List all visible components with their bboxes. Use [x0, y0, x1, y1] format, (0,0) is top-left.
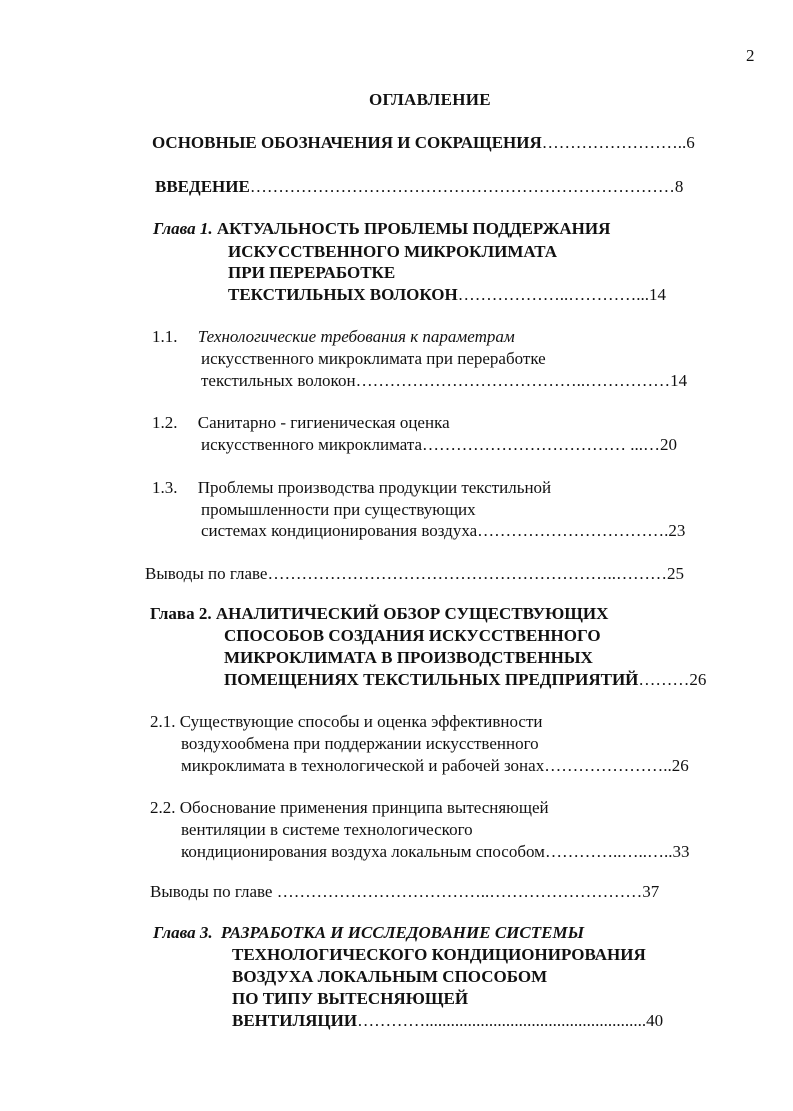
chapter-prefix: Глава 1.: [153, 219, 213, 238]
section-title-line: микроклимата в технологической и рабочей зонах: [181, 756, 545, 775]
section-number: 1.2.: [152, 413, 178, 432]
section-title-line: кондиционирования воздуха локальным способом: [181, 842, 545, 861]
toc-entry-introduction[interactable]: [155, 176, 683, 197]
chapter-title-line: СПОСОБОВ СОЗДАНИЯ ИСКУССТВЕННОГО: [224, 626, 601, 645]
chapter-title-line: ВОЗДУХА ЛОКАЛЬНЫМ СПОСОБОМ: [232, 967, 548, 986]
chapter-prefix: Глава 3.: [153, 923, 213, 942]
page-ref: 40: [646, 1011, 664, 1030]
page-ref: 14: [670, 371, 688, 390]
toc-entry-conclusions-1[interactable]: [145, 563, 684, 584]
entry-title: Выводы по главе: [150, 882, 277, 901]
dot-leader: …………………………………………………………………: [249, 177, 675, 196]
chapter-title-line: ПРИ ПЕРЕРАБОТКЕ: [228, 263, 396, 282]
page-ref: 37: [642, 882, 660, 901]
chapter-prefix: Глава 2.: [150, 604, 212, 623]
chapter-title-line: ПО ТИПУ ВЫТЕСНЯЮЩЕЙ: [232, 989, 469, 1008]
dot-leader: ………………..…………...: [457, 285, 649, 304]
dot-leader: ………: [638, 670, 690, 689]
chapter-title-line: ВЕНТИЛЯЦИИ: [232, 1011, 358, 1030]
section-title-line: 2.1. Существующие способы и оценка эффективности: [150, 712, 543, 731]
page-ref: 8: [674, 177, 684, 196]
section-number: 1.1.: [152, 327, 178, 346]
toc-entry-conclusions-2[interactable]: [150, 881, 659, 902]
chapter-title-line: ИСКУССТВЕННОГО МИКРОКЛИМАТА: [228, 242, 557, 261]
chapter-title-line: МИКРОКЛИМАТА В ПРОИЗВОДСТВЕННЫХ: [224, 648, 593, 667]
toc-title: ОГЛАВЛЕНИЕ: [369, 90, 491, 109]
chapter-title-line: АНАЛИТИЧЕСКИЙ ОБЗОР СУЩЕСТВУЮЩИХ: [215, 604, 609, 623]
section-title-line: Санитарно - гигиеническая оценка: [197, 413, 450, 432]
page-ref: .6: [682, 133, 695, 152]
section-title-line: промышленности при существующих: [201, 500, 476, 519]
dot-leader: …………………………………..……………: [355, 371, 671, 390]
page-ref: 14: [648, 285, 666, 304]
page-number: 2: [746, 46, 755, 65]
chapter-title-line: АКТУАЛЬНОСТЬ ПРОБЛЕМЫ ПОДДЕРЖАНИЯ: [216, 219, 611, 238]
entry-title: ОСНОВНЫЕ ОБОЗНАЧЕНИЯ И СОКРАЩЕНИЯ: [152, 133, 542, 152]
chapter-title-line: РАЗРАБОТКА И ИССЛЕДОВАНИЕ СИСТЕМЫ: [220, 923, 585, 942]
dot-leader: …………………….: [541, 133, 683, 152]
chapter-title-line: ТЕКСТИЛЬНЫХ ВОЛОКОН: [228, 285, 458, 304]
section-title-line: вентиляции в системе технологического: [181, 820, 473, 839]
page-ref: 23: [668, 521, 686, 540]
section-title-line: искусственного микроклимата при переработке: [201, 349, 546, 368]
chapter-title-line: ПОМЕЩЕНИЯХ ТЕКСТИЛЬНЫХ ПРЕДПРИЯТИЙ: [224, 670, 639, 689]
section-title-line: воздухообмена при поддержании искусственного: [181, 734, 539, 753]
entry-title: Выводы по главе: [145, 564, 268, 583]
section-title-line: текстильных волокон: [201, 371, 356, 390]
dot-leader: …………………………….: [477, 521, 669, 540]
page-ref: 26: [689, 670, 707, 689]
dot-leader: ……………………………………………………..………: [267, 564, 667, 583]
section-number: 1.3.: [152, 478, 178, 497]
dot-leader: …………..…..…..: [544, 842, 673, 861]
page-ref: 25: [666, 564, 684, 583]
section-title-line: системах кондиционирования воздуха: [201, 521, 478, 540]
page-ref: 33: [672, 842, 690, 861]
dot-leader: …………………..: [544, 756, 672, 775]
section-title-line: 2.2. Обоснование применения принципа вытесняющей: [150, 798, 549, 817]
section-title-line: искусственного микроклимата: [201, 435, 423, 454]
section-title-line: Технологические требования к параметрам: [197, 327, 515, 346]
toc-entry-abbreviations[interactable]: [152, 132, 695, 153]
page-ref: 20: [660, 435, 678, 454]
dot-leader: …………....................................................: [357, 1011, 647, 1030]
dot-leader: ……………………………… ...…: [422, 435, 661, 454]
entry-title: ВВЕДЕНИЕ: [155, 177, 250, 196]
dot-leader: ………………………………..………………………: [276, 882, 643, 901]
page-ref: 26: [671, 756, 689, 775]
section-title-line: Проблемы производства продукции текстильной: [197, 478, 552, 497]
chapter-title-line: ТЕХНОЛОГИЧЕСКОГО КОНДИЦИОНИРОВАНИЯ: [232, 945, 646, 964]
